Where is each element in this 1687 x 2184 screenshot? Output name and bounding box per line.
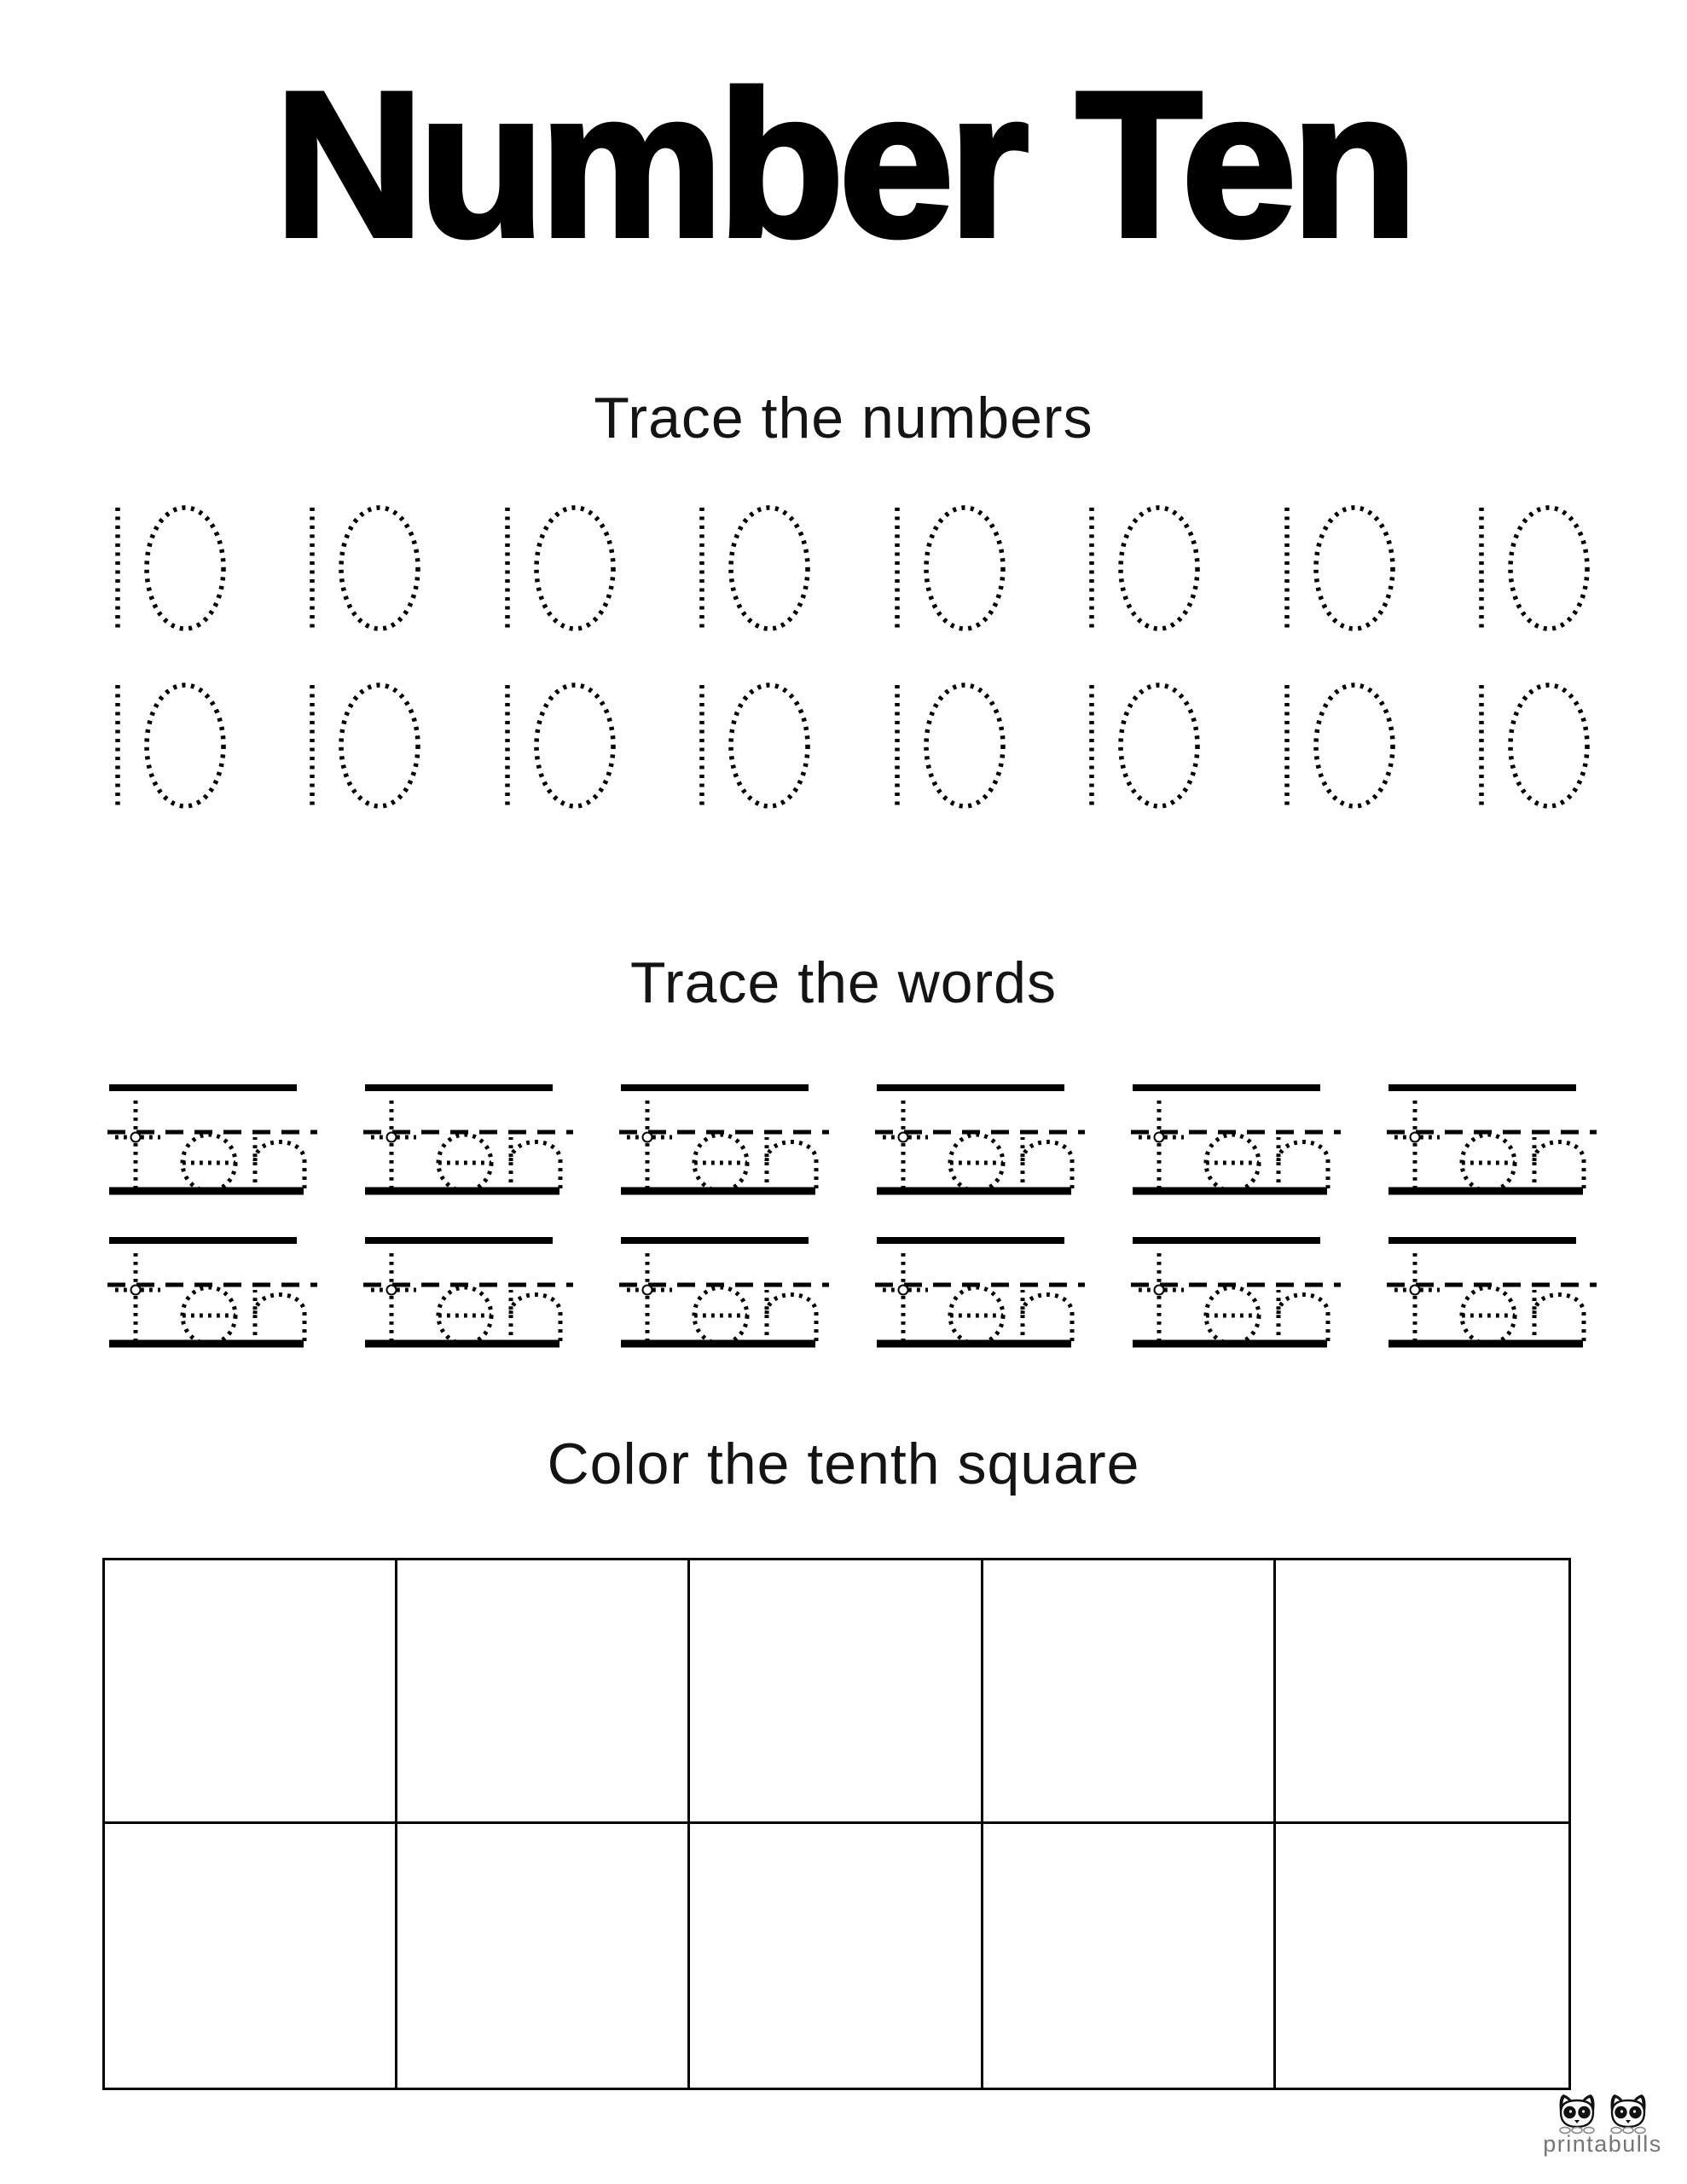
- trace-number-10: [892, 503, 1007, 633]
- trace-word-ten: [363, 1235, 573, 1355]
- grid-square-1[interactable]: [105, 1560, 397, 1824]
- grid-square-9[interactable]: [983, 1824, 1276, 2088]
- trace-numbers-row-2: [113, 681, 1591, 810]
- grid-square-4[interactable]: [983, 1560, 1276, 1824]
- trace-number-10: [113, 503, 228, 633]
- brand-name: printabulls: [1543, 2131, 1662, 2157]
- trace-word-ten: [1131, 1083, 1341, 1202]
- grid-square-5[interactable]: [1276, 1560, 1568, 1824]
- color-squares-heading: Color the tenth square: [547, 1432, 1140, 1496]
- trace-word-ten: [1387, 1083, 1597, 1202]
- trace-word-ten: [875, 1083, 1085, 1202]
- trace-words-row-1: [107, 1083, 1597, 1202]
- grid-square-3[interactable]: [690, 1560, 983, 1824]
- trace-number-10: [1476, 503, 1591, 633]
- trace-number-10: [1476, 681, 1591, 810]
- trace-number-10: [892, 681, 1007, 810]
- grid-square-10[interactable]: [1276, 1824, 1568, 2088]
- grid-square-8[interactable]: [690, 1824, 983, 2088]
- page-title: Number Ten: [275, 49, 1412, 280]
- trace-number-10: [1282, 503, 1397, 633]
- trace-number-10: [1087, 681, 1202, 810]
- trace-word-ten: [107, 1235, 317, 1355]
- trace-word-ten: [1131, 1235, 1341, 1355]
- color-grid: [102, 1558, 1571, 2090]
- trace-number-10: [113, 681, 228, 810]
- trace-word-ten: [619, 1235, 829, 1355]
- trace-number-10: [502, 503, 617, 633]
- trace-number-10: [502, 681, 617, 810]
- trace-number-10: [307, 503, 422, 633]
- trace-number-10: [697, 503, 812, 633]
- trace-word-ten: [1387, 1235, 1597, 1355]
- grid-square-2[interactable]: [397, 1560, 690, 1824]
- trace-word-ten: [107, 1083, 317, 1202]
- trace-number-10: [1282, 681, 1397, 810]
- trace-word-ten: [875, 1235, 1085, 1355]
- trace-words-heading: Trace the words: [630, 950, 1057, 1015]
- two-bulldogs-icon: [1552, 2092, 1653, 2136]
- trace-word-ten: [363, 1083, 573, 1202]
- trace-numbers-heading: Trace the numbers: [594, 386, 1093, 450]
- trace-number-10: [307, 681, 422, 810]
- trace-words-row-2: [107, 1235, 1597, 1355]
- trace-numbers-row-1: [113, 503, 1591, 633]
- grid-square-6[interactable]: [105, 1824, 397, 2088]
- trace-number-10: [1087, 503, 1202, 633]
- trace-number-10: [697, 681, 812, 810]
- trace-word-ten: [619, 1083, 829, 1202]
- grid-square-7[interactable]: [397, 1824, 690, 2088]
- brand-logo: [1530, 2092, 1675, 2156]
